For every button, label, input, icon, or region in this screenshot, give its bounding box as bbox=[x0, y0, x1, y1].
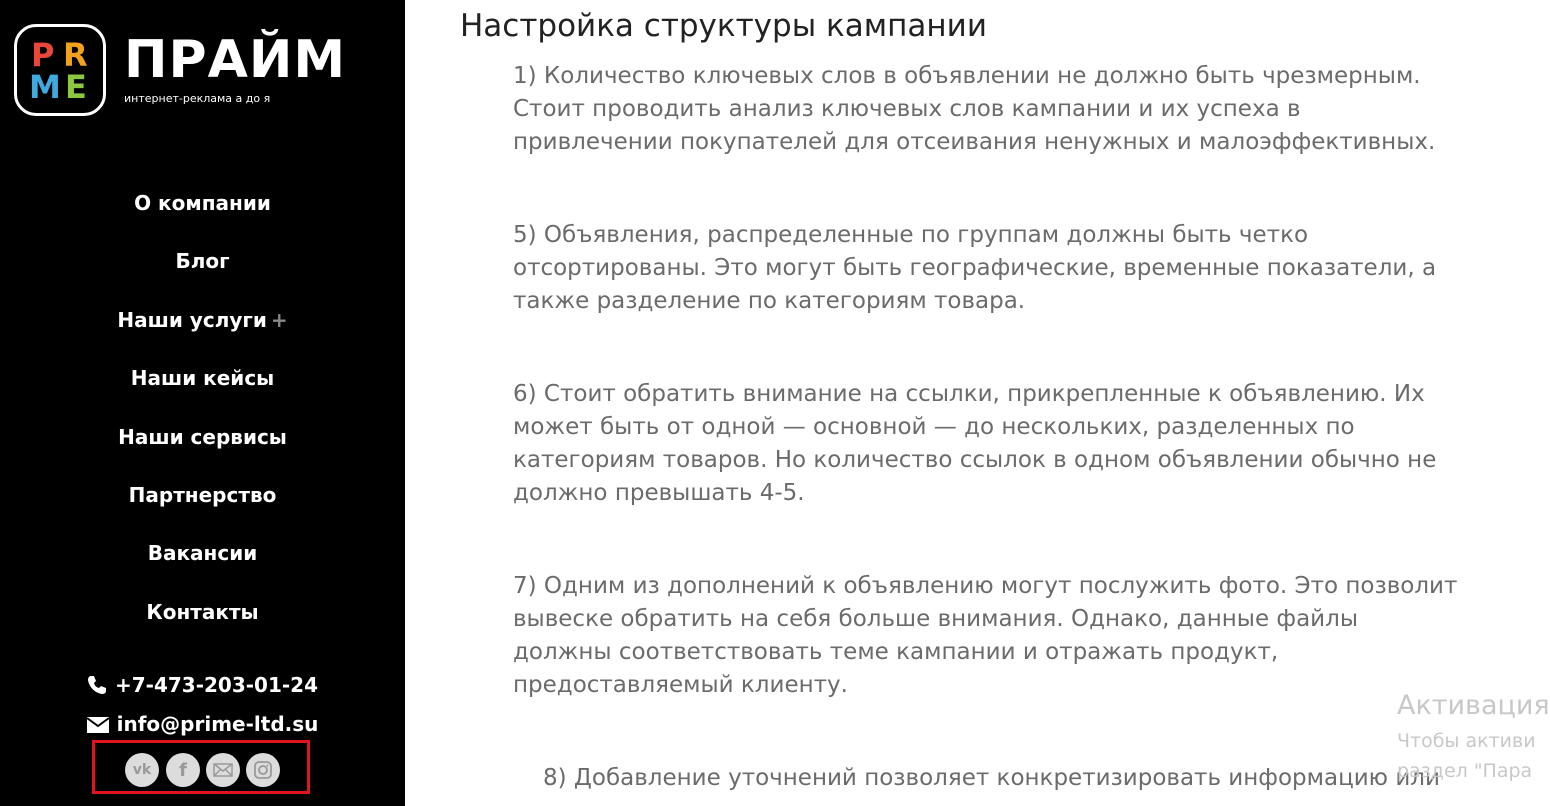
vk-icon-label: vk bbox=[132, 762, 152, 778]
email-address: info@prime-ltd.su bbox=[116, 712, 319, 736]
facebook-icon-label: f bbox=[179, 759, 187, 781]
logo-letter-m: M bbox=[29, 68, 61, 106]
facebook-icon[interactable] bbox=[166, 753, 200, 787]
logo-badge bbox=[14, 24, 106, 116]
expand-plus-icon[interactable]: + bbox=[270, 308, 288, 332]
activation-watermark-line: Чтобы активи bbox=[1397, 730, 1536, 752]
vk-icon[interactable] bbox=[125, 753, 159, 787]
nav-item-blog[interactable]: Блог bbox=[175, 249, 230, 273]
social-links bbox=[92, 740, 310, 794]
nav-item-tools[interactable]: Наши сервисы bbox=[118, 425, 287, 449]
logo-letter-r: R bbox=[63, 36, 88, 74]
activation-watermark-title: Активация bbox=[1397, 690, 1550, 721]
sidebar bbox=[0, 0, 405, 806]
logo-wordmark: ПРАЙМ bbox=[124, 30, 347, 90]
article-paragraph-7: 7) Одним из дополнений к объявлению могут послужить фото. Это позволит вывеске обратить на себя больше внимания. Однако, данные файлы должны соответствовать теме кампании и отражать продукт, предоставляемый клиенту. bbox=[513, 573, 1458, 698]
article-paragraph-5: 5) Объявления, распределенные по группам должны быть четко отсортированы. Это могут быть географические, временные показатели, а также разделение по категориям товара. bbox=[513, 222, 1437, 314]
nav-item-services-label: Наши услуги bbox=[117, 308, 267, 332]
mail-glyph bbox=[213, 763, 233, 777]
phone-link[interactable] bbox=[0, 672, 405, 698]
mail-icon[interactable] bbox=[206, 753, 240, 787]
activation-watermark-line: раздел "Пара bbox=[1397, 760, 1533, 782]
nav-item-cases[interactable]: Наши кейсы bbox=[130, 366, 275, 390]
article-paragraph-8: 8) Добавление уточнений позволяет конкретизировать информацию или bbox=[543, 765, 1440, 791]
phone-number: +7-473-203-01-24 bbox=[114, 673, 319, 697]
article-paragraph-1: 1) Количество ключевых слов в объявлении не должно быть чрезмерным. Стоит проводить анализ ключевых слов кампании и их успеха в привлечении покупателей для отсеивания ненужных и малоэффективных. bbox=[513, 63, 1436, 155]
logo[interactable] bbox=[14, 24, 359, 124]
nav-item-vacancies[interactable]: Вакансии bbox=[147, 541, 258, 565]
nav-item-about[interactable]: О компании bbox=[134, 191, 271, 215]
article-paragraph-6: 6) Стоит обратить внимание на ссылки, прикрепленные к объявлению. Их может быть от одной — основной — до нескольких, разделенных по категориям товаров. Но количество ссылок в одном объявлении обычно не должно превышать 4-5. bbox=[513, 381, 1437, 506]
logo-tagline: интернет-реклама а до я bbox=[124, 92, 271, 105]
logo-letter-p: P bbox=[31, 36, 55, 74]
envelope-icon bbox=[87, 716, 109, 734]
email-link[interactable] bbox=[0, 711, 405, 737]
instagram-glyph bbox=[254, 761, 272, 779]
article-heading: Настройка структуры кампании bbox=[460, 8, 987, 44]
nav-item-contacts[interactable]: Контакты bbox=[146, 600, 259, 624]
nav-item-partnership[interactable]: Партнерство bbox=[128, 483, 277, 507]
nav-item-services[interactable] bbox=[0, 307, 405, 333]
logo-letter-e: E bbox=[65, 68, 87, 106]
article-content bbox=[405, 0, 1532, 806]
instagram-icon[interactable] bbox=[246, 753, 280, 787]
phone-icon bbox=[87, 675, 107, 695]
